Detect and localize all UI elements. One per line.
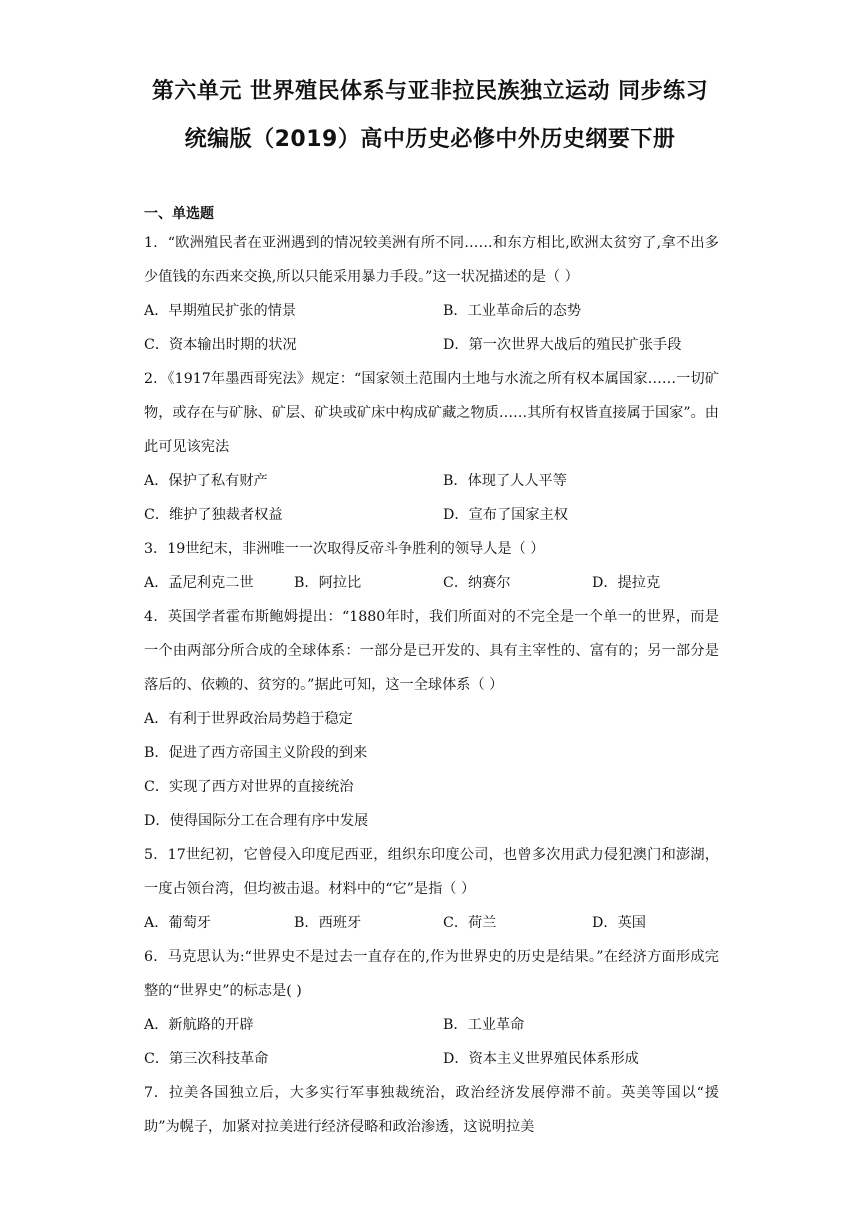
question-2-stem: 2．《1917年墨西哥宪法》规定：“国家领土范围内土地与水流之所有权本属国家……一切矿物，或存在与矿脉、矿层、矿块或矿床中构成矿藏之物质……其所有权皆直接属于国家”。由此可见该宪法	[144, 371, 719, 455]
question-4-stem: 4．英国学者霍布斯鲍姆提出：“1880年时，我们所面对的不完全是一个单一的世界，而是一个由两部分所合成的全球体系：一部分是已开发的、具有主宰性的、富有的；另一部分是落后的、依赖的、贫穷的。”据此可知，这一全球体系（ ）	[144, 609, 719, 693]
question-2-option-a[interactable]: A．保护了私有财产	[144, 473, 268, 489]
question-5-options	[144, 906, 719, 940]
question-5-stem: 5．17世纪初，它曾侵入印度尼西亚，组织东印度公司，也曾多次用武力侵犯澳门和澎湖，一度占领台湾，但均被击退。材料中的“它”是指（ ）	[144, 847, 719, 897]
question-2-options-row2	[144, 498, 719, 532]
question-1-option-b[interactable]: B．工业革命后的态势	[443, 303, 582, 319]
question-2-option-b[interactable]: B．体现了人人平等	[443, 473, 567, 489]
question-6-option-b[interactable]: B．工业革命	[443, 1017, 525, 1033]
question-6-option-a[interactable]: A．新航路的开辟	[144, 1017, 254, 1033]
section-heading: 一、单选题	[144, 206, 214, 222]
question-4-option-c[interactable]: C．实现了西方对世界的直接统治	[144, 779, 354, 795]
question-1-stem: 1．“欧洲殖民者在亚洲遇到的情况较美洲有所不同……和东方相比,欧洲太贫穷了,拿不出多少值钱的东西来交换,所以只能采用暴力手段。”这一状况描述的是（ ）	[144, 235, 719, 285]
question-3-options	[144, 566, 719, 600]
question-list	[144, 226, 719, 1144]
question-1-options-row2	[144, 328, 719, 362]
document-title: 第六单元 世界殖民体系与亚非拉民族独立运动 同步练习	[151, 79, 709, 104]
question-5-option-a[interactable]: A．葡萄牙	[144, 915, 211, 931]
question-1-option-a[interactable]: A．早期殖民扩张的情景	[144, 303, 297, 319]
question-6-options-row1	[144, 1008, 719, 1042]
question-3-stem: 3．19世纪末，非洲唯一一次取得反帝斗争胜利的领导人是（ ）	[144, 541, 545, 557]
document-subtitle: 统编版（2019）高中历史必修中外历史纲要下册	[184, 127, 676, 152]
question-1-option-d[interactable]: D．第一次世界大战后的殖民扩张手段	[443, 337, 682, 353]
question-3-option-d[interactable]: D．提拉克	[592, 575, 661, 591]
question-3-option-c[interactable]: C．纳赛尔	[443, 575, 511, 591]
question-3-option-b[interactable]: B．阿拉比	[294, 575, 362, 591]
question-2-options-row1	[144, 464, 719, 498]
question-1-option-c[interactable]: C．资本输出时期的状况	[144, 337, 297, 353]
question-4-option-a[interactable]: A．有利于世界政治局势趋于稳定	[144, 711, 353, 727]
question-5-option-c[interactable]: C．荷兰	[443, 915, 497, 931]
question-6-stem: 6．马克思认为:“世界史不是过去一直存在的,作为世界史的历史是结果。”在经济方面形成完整的“世界史”的标志是( )	[144, 949, 719, 999]
question-6-option-d[interactable]: D．资本主义世界殖民体系形成	[443, 1051, 639, 1067]
question-4-option-b[interactable]: B．促进了西方帝国主义阶段的到来	[144, 745, 368, 761]
question-6-options-row2	[144, 1042, 719, 1076]
question-4-option-d[interactable]: D．使得国际分工在合理有序中发展	[144, 813, 369, 829]
question-2-option-c[interactable]: C．维护了独裁者权益	[144, 507, 283, 523]
question-1-options-row1	[144, 294, 719, 328]
question-5-option-b[interactable]: B．西班牙	[294, 915, 362, 931]
question-5-option-d[interactable]: D．英国	[592, 915, 646, 931]
question-2-option-d[interactable]: D．宣布了国家主权	[443, 507, 568, 523]
question-3-option-a[interactable]: A．孟尼利克二世	[144, 575, 254, 591]
question-7-stem: 7．拉美各国独立后，大多实行军事独裁统治，政治经济发展停滞不前。英美等国以“援助”为幌子，加紧对拉美进行经济侵略和政治渗透，这说明拉美	[144, 1085, 719, 1135]
question-6-option-c[interactable]: C．第三次科技革命	[144, 1051, 269, 1067]
